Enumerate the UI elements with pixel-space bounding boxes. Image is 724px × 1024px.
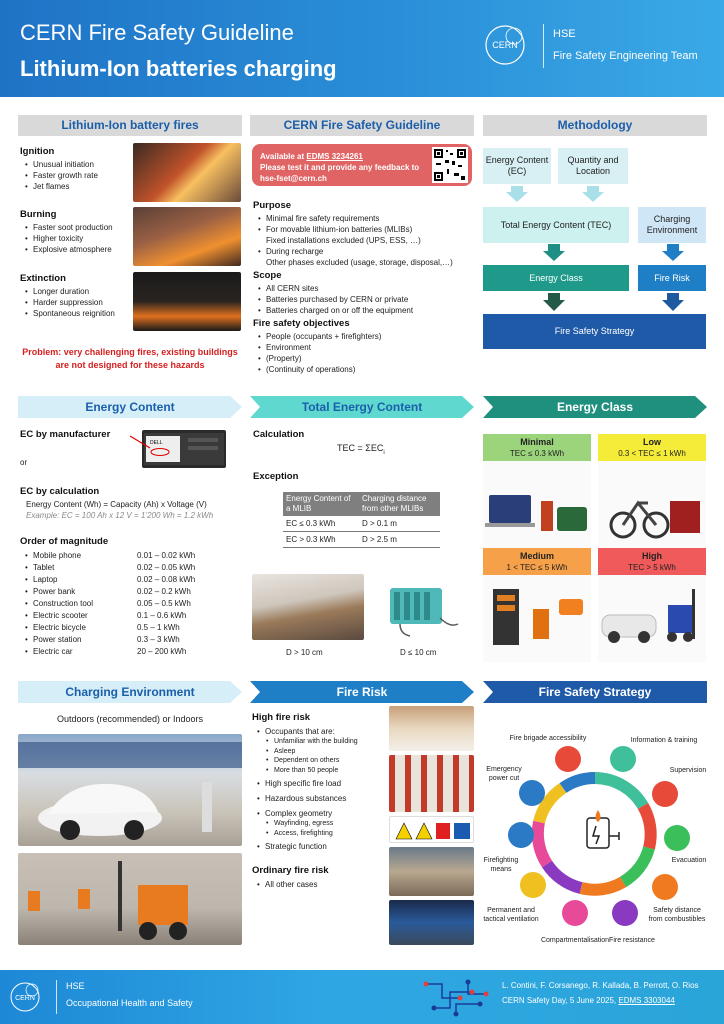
footer-org: HSE (66, 981, 85, 991)
burning-item: • Higher toxicity (20, 233, 130, 244)
device-energy: 0.3 – 3 kWh (137, 635, 180, 644)
ignition-photo (133, 143, 241, 202)
scope-title: Scope (253, 270, 282, 281)
bullet: • (25, 563, 28, 572)
energy-class-header: Energy Class (483, 396, 707, 418)
energy-content-header: Energy Content (18, 396, 242, 418)
bullet: • (25, 623, 28, 632)
header-org: HSE (553, 28, 576, 40)
strategy-label: Evacuation (671, 857, 707, 864)
magnitude-row (20, 550, 240, 562)
scope-item: • Batteries purchased by CERN or private (253, 294, 475, 305)
charging-environment-subtitle: Outdoors (recommended) or Indoors (56, 714, 204, 724)
bullet: • (25, 575, 28, 584)
device-energy: 0.5 – 1 kWh (137, 623, 180, 632)
device-name: Tablet (33, 563, 55, 572)
exception-title: Exception (253, 471, 299, 482)
footer-logo-text: CERN (15, 995, 35, 1002)
occupant-item: • More than 50 people (252, 766, 382, 776)
device-energy: 0.01 – 0.02 kWh (137, 551, 196, 560)
footer-divider (56, 980, 57, 1014)
medium-devices-photo (483, 575, 591, 662)
energy-class-medium (483, 548, 591, 662)
low-devices-photo (598, 461, 706, 548)
occupant-item: • Unfamiliar with the building (252, 737, 382, 747)
supervision-icon (652, 781, 678, 807)
class-name: Minimal (520, 437, 554, 447)
objective-item: • (Continuity of operations) (253, 364, 475, 375)
strategy-label: Fire brigade accessibility (509, 735, 587, 742)
objective-item: • Environment (253, 342, 475, 353)
geometry-item: • Wayfinding, egress (252, 819, 382, 829)
burning-item: • Faster soot production (20, 222, 130, 233)
class-range: TEC > 5 kWh (628, 563, 676, 572)
hazard-signs-photo (389, 816, 474, 843)
ec-or: or (20, 458, 28, 467)
firefighting-means-icon (508, 822, 534, 848)
footer-event: CERN Safety Day, 5 June 2025, EDMS 3303044 (502, 996, 675, 1005)
class-range: TEC ≤ 0.3 kWh (509, 449, 565, 458)
outdoor-charging-photo (18, 734, 242, 846)
device-name: Electric scooter (33, 611, 88, 620)
objective-item: • People (occupants + firefighters) (253, 331, 475, 342)
class-range: 1 < TEC ≤ 5 kWh (506, 563, 568, 572)
burning-title: Burning (20, 209, 57, 220)
occupant-item: • Asleep (252, 747, 382, 757)
extinction-photo (133, 272, 241, 331)
order-of-magnitude-list (20, 550, 240, 658)
tec-calculation-title: Calculation (253, 429, 305, 440)
risk-item: • Strategic function (252, 841, 382, 852)
methodology-header: Methodology (483, 115, 707, 136)
high-devices-photo (598, 575, 706, 662)
magnitude-row (20, 610, 240, 622)
strategy-label: Safety distance from combustibles (648, 907, 706, 923)
purpose-item: • During recharge (253, 246, 475, 257)
table-header: Energy Content of a MLIB (283, 492, 359, 516)
magnitude-row (20, 562, 240, 574)
device-name: Power bank (33, 587, 76, 596)
bullet: • (25, 587, 28, 596)
class-name: High (642, 551, 662, 561)
flow-fire-risk: Fire Risk (638, 265, 706, 291)
magnitude-row (20, 598, 240, 610)
purpose-item: • For movable lithium-ion batteries (MLIBs) (253, 224, 475, 235)
ignition-title: Ignition (20, 146, 55, 157)
bullet: • (25, 599, 28, 608)
ordinary-item: • All other cases (252, 879, 382, 890)
charging-distance-table (283, 492, 440, 548)
fire-risk-body (252, 712, 382, 890)
edms-link[interactable]: EDMS 3234261 (306, 152, 363, 161)
meeting-room-photo (252, 574, 364, 640)
footer-banner (0, 970, 724, 1024)
strategy-label: Information & training (630, 737, 698, 744)
fires-header: Lithium-Ion battery fires (18, 115, 242, 136)
energy-class-high (598, 548, 706, 662)
scope-item: • All CERN sites (253, 283, 475, 294)
extinction-title: Extinction (20, 273, 66, 284)
information-training-icon (610, 746, 636, 772)
risk-item: • Complex geometry (252, 808, 382, 819)
header-team: Fire Safety Engineering Team (553, 50, 698, 62)
guideline-body (253, 200, 475, 375)
occupant-item: • Dependent on others (252, 756, 382, 766)
ordinary-fire-risk-title: Ordinary fire risk (252, 865, 329, 876)
evacuation-icon (664, 825, 690, 851)
ignition-block (20, 146, 130, 192)
bullet: • (25, 635, 28, 644)
device-name: Construction tool (33, 599, 94, 608)
risk-item: • High specific fire load (252, 778, 382, 789)
strategy-label: Emergency power cut (486, 766, 522, 782)
flow-energy-class: Energy Class (483, 265, 629, 291)
magnitude-row (20, 646, 240, 658)
device-name: Mobile phone (33, 551, 82, 560)
flow-fire-safety-strategy: Fire Safety Strategy (483, 314, 706, 349)
strategy-label: Compartmentalisation (540, 937, 610, 944)
risk-item: • Hazardous substances (252, 793, 382, 804)
battery-label-icon (128, 424, 228, 472)
flow-quantity-location: Quantity and Location (558, 148, 628, 184)
fire-risk-header: Fire Risk (250, 681, 474, 703)
footer-edms-link[interactable]: EDMS 3303044 (618, 996, 675, 1005)
strategy-label: Firefighting means (483, 857, 519, 873)
burning-block (20, 209, 130, 255)
table-row: EC > 0.3 kWh D > 2.5 m (283, 532, 440, 548)
ec-manufacturer-title: EC by manufacturer (20, 429, 111, 440)
bullet: • (25, 611, 28, 620)
ventilation-icon (520, 872, 546, 898)
device-energy: 0.02 – 0.08 kWh (137, 575, 196, 584)
warehouse-photo (389, 755, 474, 812)
distance-large-label: D > 10 cm (286, 648, 323, 657)
tec-formula-sub: i (383, 449, 385, 456)
magnitude-row (20, 574, 240, 586)
header-divider (543, 24, 544, 68)
minimal-devices-photo (483, 461, 591, 548)
flow-total-energy-content: Total Energy Content (TEC) (483, 207, 629, 243)
ignition-item: • Jet flames (20, 181, 130, 192)
purpose-note: Fixed installations excluded (UPS, ESS, …) (266, 236, 421, 245)
complex-building-photo (389, 847, 474, 896)
bullet: • (25, 647, 28, 656)
table-header: Charging distance from other MLIBs (359, 492, 440, 516)
feedback-text: Please test it and provide any feedback to hse-fset@cern.ch (260, 163, 420, 183)
strategy-label: Fire resistance (609, 937, 655, 944)
device-energy: 0.1 – 0.6 kWh (137, 611, 187, 620)
extinction-item: • Harder suppression (20, 297, 130, 308)
circuit-decoration-icon (420, 974, 492, 1020)
geometry-item: • Access, firefighting (252, 829, 382, 839)
indoor-charging-photo (18, 853, 242, 945)
charging-environment-header: Charging Environment (18, 681, 242, 703)
compartmentalisation-icon (562, 900, 588, 926)
device-name: Electric bicycle (33, 623, 86, 632)
class-name: Medium (519, 551, 554, 561)
footer-cern-logo-icon (6, 976, 46, 1016)
objectives-title: Fire safety objectives (253, 318, 350, 329)
order-of-magnitude-title: Order of magnitude (20, 536, 109, 547)
purpose-item: • Minimal fire safety requirements (253, 213, 475, 224)
safety-distance-icon (652, 874, 678, 900)
device-energy: 0.02 – 0.05 kWh (137, 563, 196, 572)
magnitude-row (20, 586, 240, 598)
energy-class-low (598, 434, 706, 548)
distance-small-label: D ≤ 10 cm (400, 648, 437, 657)
hotel-room-photo (389, 706, 474, 751)
device-energy: 0.02 – 0.2 kWh (137, 587, 191, 596)
cern-logo-text: CERN (492, 40, 518, 50)
emergency-power-cut-icon (519, 780, 545, 806)
extinction-item: • Longer duration (20, 286, 130, 297)
burning-photo (133, 207, 241, 266)
magnitude-row (20, 634, 240, 646)
battery-brand-text: DELL (150, 440, 163, 446)
scope-item: • Batteries charged on or off the equipment (253, 305, 475, 316)
guideline-header: CERN Fire Safety Guideline (250, 115, 474, 136)
bullet: • (25, 551, 28, 560)
device-name: Power station (33, 635, 82, 644)
ec-example: Example: EC = 100 Ah x 12 V = 1’200 Wh = 1.2 kWh (26, 511, 214, 520)
extinction-item: • Spontaneous reignition (20, 308, 130, 319)
magnitude-row (20, 622, 240, 634)
footer-unit: Occupational Health and Safety (66, 998, 193, 1008)
fire-resistance-icon (612, 900, 638, 926)
fire-safety-strategy-header: Fire Safety Strategy (483, 681, 707, 703)
qr-code-icon[interactable] (432, 147, 468, 183)
strategy-label: Permanent and tactical ventilation (483, 907, 539, 923)
table-row: EC ≤ 0.3 kWh D > 0.1 m (283, 516, 440, 532)
available-label: Available at (260, 152, 307, 161)
purpose-title: Purpose (253, 200, 292, 211)
risk-item: • Occupants that are: (252, 726, 382, 737)
ignition-item: • Unusual initiation (20, 159, 130, 170)
class-name: Low (643, 437, 661, 447)
device-name: Electric car (33, 647, 73, 656)
burning-item: • Explosive atmosphere (20, 244, 130, 255)
device-name: Laptop (33, 575, 58, 584)
tec-formula: TEC = $\Sigma EC_i$ (337, 443, 385, 456)
high-fire-risk-title: High fire risk (252, 712, 311, 723)
fire-brigade-icon (555, 746, 581, 772)
purpose-note: Other phases excluded (usage, storage, disposal,…) (266, 258, 453, 267)
strategy-label: Supervision (669, 767, 707, 774)
device-energy: 0.05 – 0.5 kWh (137, 599, 191, 608)
flow-energy-content: Energy Content (EC) (483, 148, 551, 184)
availability-box (252, 144, 472, 186)
energy-class-minimal (483, 434, 591, 548)
ec-formula: Energy Content (Wh) = Capacity (Ah) x Voltage (V) (26, 500, 207, 509)
header-banner (0, 0, 724, 97)
footer-authors: L. Contini, F. Corsanego, R. Kallada, B. Perrott, O. Rios (502, 981, 699, 990)
class-range: 0.3 < TEC ≤ 1 kWh (618, 449, 686, 458)
battery-rack-icon (380, 578, 460, 640)
poster-subtitle: Lithium-Ion batteries charging (20, 56, 337, 81)
ignition-item: • Faster growth rate (20, 170, 130, 181)
control-room-photo (389, 900, 474, 945)
ec-calculation-title: EC by calculation (20, 486, 100, 497)
tec-header: Total Energy Content (250, 396, 474, 418)
poster-title: CERN Fire Safety Guideline (20, 20, 294, 45)
device-energy: 20 – 200 kWh (137, 647, 187, 656)
cern-logo-icon (478, 20, 536, 70)
objective-item: • (Property) (253, 353, 475, 364)
extinction-block (20, 273, 130, 319)
flow-charging-environment: Charging Environment (638, 207, 706, 243)
problem-statement: Problem: very challenging fires, existing buildings are not designed for these hazards (22, 347, 238, 370)
